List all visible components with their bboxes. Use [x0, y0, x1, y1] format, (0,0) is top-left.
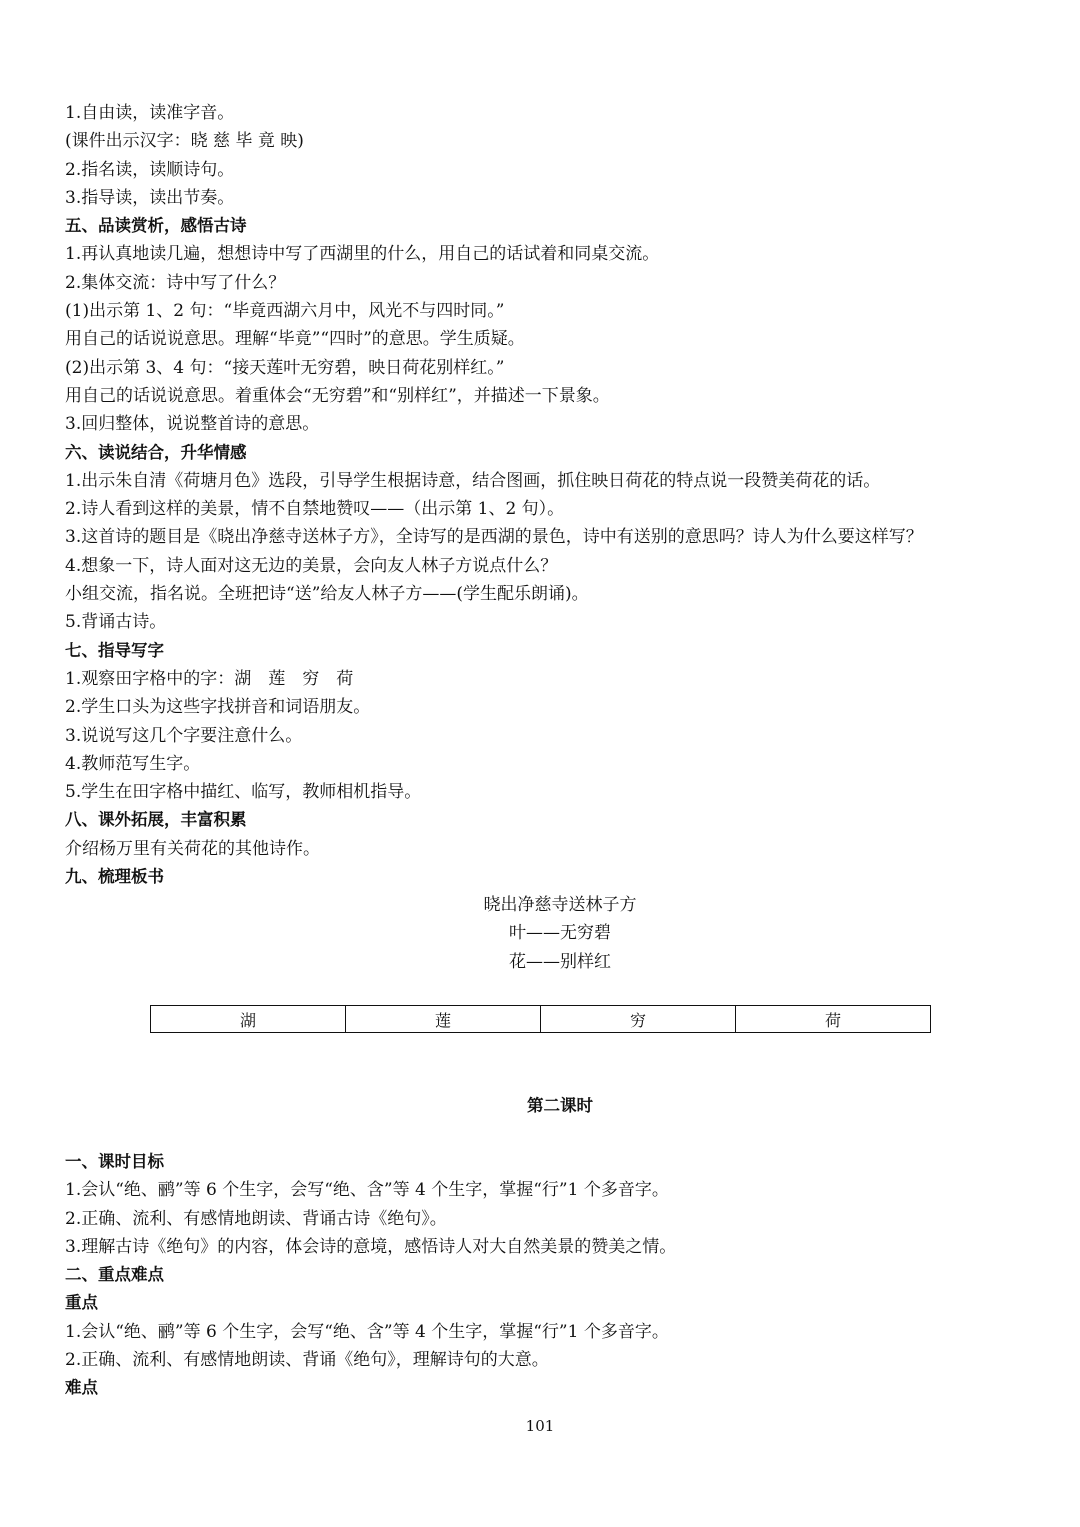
- lesson-section-1: [65, 99, 1025, 891]
- section-heading: 七、指导写字: [65, 640, 164, 660]
- text-line: (1)出示第 1、2 句：“毕竟西湖六月中，风光不与四时同。”: [65, 301, 505, 322]
- grid-cell: 湖: [151, 1006, 346, 1033]
- text-line: 4.教师范写生字。: [65, 753, 201, 774]
- board-title: 晓出净慈寺送林子方: [483, 895, 637, 915]
- text-line: 2.诗人看到这样的美景，情不自禁地赞叹——（出示第 1、2 句）。: [65, 499, 565, 520]
- board-line: 花——别样红: [509, 951, 611, 972]
- text-line: 用自己的话说说意思。着重体会“无穷碧”和“别样红”，并描述一下景象。: [65, 385, 610, 406]
- text-line: 3.说说写这几个字要注意什么。: [65, 725, 303, 746]
- section-heading: 九、梳理板书: [65, 867, 164, 887]
- text-line: 1.自由读，读准字音。: [65, 103, 235, 123]
- section-heading: 二、重点难点: [65, 1265, 164, 1285]
- lesson-section-2: [65, 1148, 1025, 1403]
- text-line: 5.背诵古诗。: [65, 612, 167, 633]
- section-heading: 六、读说结合，升华情感: [65, 442, 247, 462]
- lesson2-title: 第二课时: [527, 1096, 593, 1115]
- text-line: 3.回归整体，说说整首诗的意思。: [65, 414, 320, 435]
- text-line: (2)出示第 3、4 句：“接天莲叶无穷碧，映日荷花别样红。”: [65, 357, 505, 378]
- character-grid: [150, 1005, 931, 1033]
- text-line: 1.再认真地读几遍，想想诗中写了西湖里的什么，用自己的话试着和同桌交流。: [65, 244, 660, 265]
- text-line: 2.学生口头为这些字找拼音和词语朋友。: [65, 697, 371, 718]
- text-line: 介绍杨万里有关荷花的其他诗作。: [65, 838, 320, 859]
- text-line: 2.正确、流利、有感情地朗读、背诵古诗《绝句》。: [65, 1208, 447, 1229]
- text-line: 2.正确、流利、有感情地朗读、背诵《绝句》，理解诗句的大意。: [65, 1350, 549, 1371]
- text-line: 5.学生在田字格中描红、临写，教师相机指导。: [65, 782, 422, 803]
- section-heading: 五、品读赏析，感悟古诗: [65, 216, 247, 236]
- grid-cell: 穷: [541, 1006, 736, 1033]
- text-line: 1.会认“绝、鹂”等 6 个生字，会写“绝、含”等 4 个生字，掌握“行”1 个多音字。: [65, 1321, 669, 1342]
- page-number: 101: [525, 1417, 555, 1435]
- grid-cell: 莲: [346, 1006, 541, 1033]
- text-line: 小组交流，指名说。全班把诗“送”给友人林子方——(学生配乐朗诵)。: [65, 584, 589, 605]
- text-line: 1.观察田字格中的字：湖 莲 穷 荷: [65, 668, 354, 689]
- text-line: 3.指导读，读出节奏。: [65, 187, 235, 208]
- text-line: 1.会认“绝、鹂”等 6 个生字，会写“绝、含”等 4 个生字，掌握“行”1 个多音字。: [65, 1180, 669, 1201]
- section-heading: 一、课时目标: [65, 1152, 164, 1171]
- text-line: 4.想象一下，诗人面对这无边的美景，会向友人林子方说点什么？: [65, 555, 558, 576]
- text-line: 3.理解古诗《绝句》的内容，体会诗的意境，感悟诗人对大自然美景的赞美之情。: [65, 1236, 677, 1257]
- section-heading: 重点: [65, 1293, 98, 1313]
- text-line: (课件出示汉字：晓 慈 毕 竟 映): [65, 131, 304, 152]
- text-line: 用自己的话说说意思。理解“毕竟”“四时”的意思。学生质疑。: [65, 329, 525, 350]
- text-line: 1.出示朱自清《荷塘月色》选段，引导学生根据诗意，结合图画，抓住映日荷花的特点说一段赞美荷花的话。: [65, 470, 881, 491]
- text-line: 2.集体交流：诗中写了什么？: [65, 272, 286, 293]
- section-heading: 难点: [65, 1378, 98, 1398]
- board-line: 叶——无穷碧: [509, 923, 611, 944]
- text-line: 3.这首诗的题目是《晓出净慈寺送林子方》，全诗写的是西湖的景色，诗中有送别的意思吗？诗人为什么要这样写？: [65, 527, 923, 548]
- grid-cell: 荷: [736, 1006, 931, 1033]
- text-line: 2.指名读，读顺诗句。: [65, 159, 235, 180]
- section-heading: 八、课外拓展，丰富积累: [65, 810, 247, 830]
- board-summary: [360, 891, 760, 976]
